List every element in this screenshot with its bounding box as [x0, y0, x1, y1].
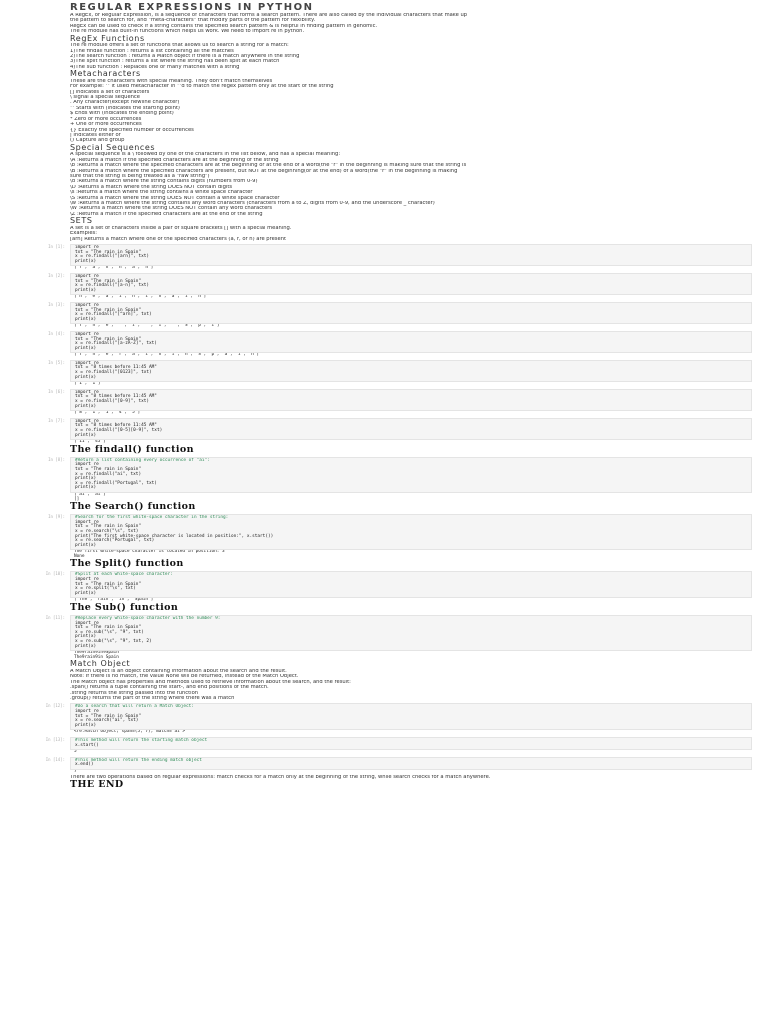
- intro-line: RegEx can be used to check if a string contains the specified search pattern & is helpful in finding pattern in genomic.: [70, 23, 378, 29]
- code-input[interactable]: [70, 389, 752, 411]
- cell-output: The first white-space character is located in position: 3 None: [74, 550, 225, 559]
- cell-prompt: In [4]:: [48, 330, 65, 336]
- special-line: \W :Returns a match where the string DOES NOT contain any word characters: [70, 206, 273, 212]
- special-line: \B :Returns a match where the specified characters are present, but NOT at the beginning(or at the end) of a word(the "r" in the beginning is making: [70, 168, 458, 174]
- code-input[interactable]: [70, 757, 752, 770]
- intro-line: The re module has built-in functions which helps us work. We need to import re in python.: [70, 29, 305, 35]
- code-line: import re: [75, 709, 99, 714]
- code-line: x = re.findall("[a-zA-Z]", txt): [75, 341, 157, 347]
- sets-line: Examples:: [70, 231, 97, 237]
- code-line: x = re.findall("[0123]", txt): [75, 370, 152, 376]
- code-line: import re: [75, 273, 99, 279]
- code-line: x = re.search("\s", txt): [75, 528, 139, 534]
- section-heading-metacharacters: Metacharacters: [70, 70, 141, 79]
- code-input[interactable]: [70, 615, 752, 651]
- section-heading-findall: The findall() function: [70, 444, 194, 455]
- code-line: x = re.search("ai", txt): [75, 718, 139, 724]
- section-heading-split: The Split() function: [70, 559, 184, 570]
- code-line: x.end(): [75, 762, 94, 768]
- meta-line: + One or more occurrences: [70, 122, 142, 128]
- code-cell[interactable]: [45, 736, 752, 755]
- cell-prompt: In [2]:: [48, 272, 65, 278]
- code-input[interactable]: [70, 302, 752, 324]
- code-line: #This method will return the ending match object: [75, 757, 202, 763]
- special-line: \s :Returns a match where the string contains a white space character: [70, 190, 253, 196]
- code-input[interactable]: [70, 737, 752, 750]
- code-line: txt = "8 times before 11:45 AM": [75, 365, 157, 371]
- code-line: print(x): [75, 634, 97, 640]
- code-cell[interactable]: [45, 615, 752, 660]
- code-line: print(x): [75, 476, 97, 482]
- cell-output: ['1', '1']: [74, 382, 101, 387]
- code-line: x = re.findall("[^arn]", txt): [75, 312, 152, 318]
- code-line: print(x): [75, 316, 97, 322]
- code-line: txt = "The rain in Spain": [75, 336, 142, 342]
- end-heading: THE END: [70, 779, 124, 790]
- special-line: \b :Returns a match where the specified characters are at the beginning or at the end of a word(the "r" in the beginning is making sure that the string is: [70, 163, 467, 169]
- special-line: \w :Returns a match where the string contains any word characters (characters from a to Z, digits from 0-9, and the underscore _ character): [70, 200, 435, 206]
- code-line: txt = "8 times before 11:45 AM": [75, 394, 157, 400]
- special-line: \d :Returns a match where the string contains digits (numbers from 0-9): [70, 179, 258, 185]
- meta-line: () Capture and group: [70, 138, 125, 144]
- code-line: x = re.findall("[a-n]", txt): [75, 283, 150, 289]
- code-line: print(x): [75, 258, 97, 264]
- set-cells: [0, 244, 768, 445]
- code-cell[interactable]: [48, 244, 752, 271]
- code-line: x = re.findall("Portugal", txt): [75, 480, 157, 486]
- code-line: x = re.search("Portugal", txt): [75, 538, 155, 544]
- meta-line: These are the characters with special meaning. They don't match themselves: [70, 78, 273, 84]
- search-vs-match-note: There are two operations based on regular expressions: match checks for a match only at the beginning of the string, while search checks for a match anywhere.: [70, 774, 491, 780]
- cell-output: ['11', '45']: [74, 440, 106, 445]
- functions-line: The re module offers a set of functions that allows us to search a string for a match:: [70, 43, 289, 49]
- code-line: #Split at each white-space character:: [75, 572, 173, 578]
- code-line: print(x): [75, 345, 97, 351]
- sub-cell: [0, 615, 768, 660]
- code-cell[interactable]: [45, 703, 752, 735]
- cell-prompt: In [14]:: [45, 756, 65, 762]
- code-line: txt = "The rain in Spain": [75, 249, 142, 255]
- code-line: #Do a search that will return a Match Object:: [75, 704, 194, 710]
- cell-output: ['8', '1', '1', '4', '5']: [74, 411, 141, 416]
- cell-prompt: In [11]:: [45, 615, 65, 621]
- code-cell[interactable]: [45, 571, 752, 603]
- section-heading-search: The Search() function: [70, 502, 196, 513]
- code-line: print("The first white-space character is located in position:", x.start()): [75, 533, 274, 539]
- code-line: print(x): [75, 374, 97, 380]
- code-line: x.start(): [75, 742, 99, 748]
- code-cell[interactable]: [45, 756, 752, 775]
- match-line: A Match Object is an object containing information about the search and the result.: [70, 668, 287, 674]
- code-line: import re: [75, 245, 99, 250]
- meta-line: ^ Starts with (indicates the starting point): [70, 105, 180, 111]
- match-line: .string returns the string passed into the function: [70, 690, 199, 696]
- code-line: print(x): [75, 590, 97, 596]
- split-cell: [0, 571, 768, 603]
- code-line: txt = "The rain in Spain": [75, 278, 142, 284]
- cell-prompt: In [6]:: [48, 388, 65, 394]
- cell-prompt: In [8]:: [48, 456, 65, 462]
- meta-line: $ Ends with (indicates the ending point): [70, 111, 174, 117]
- code-line: print(x): [75, 722, 97, 728]
- cell-output: 7: [74, 769, 77, 774]
- code-input[interactable]: [70, 331, 752, 353]
- code-cell[interactable]: [48, 359, 752, 387]
- code-cell[interactable]: [48, 417, 752, 445]
- section-heading-sets: SETS: [70, 217, 93, 226]
- code-line: txt = "The rain in Spain": [75, 625, 142, 631]
- cell-output: The9rain9in9Spain The9rain9in Spain: [74, 651, 119, 660]
- special-line: A special sequence is a \ followed by one of the characters in the list below, and has a special meaning:: [70, 152, 341, 158]
- code-line: txt = "The rain in Spain": [75, 307, 142, 313]
- code-line: print(x): [75, 432, 97, 438]
- page-title: REGULAR EXPRESSIONS IN PYTHON: [70, 2, 314, 13]
- cell-prompt: In [9]:: [48, 514, 65, 520]
- code-input[interactable]: [70, 273, 752, 295]
- special-line: sure that the string is being treated as a "raw string"): [70, 173, 210, 179]
- match-cells: [0, 703, 768, 774]
- functions-line: 1)The findall function : returns a list containing all the matches: [70, 48, 234, 54]
- functions-line: 3)The split function : returns a list where the string has been split at each match: [70, 59, 280, 65]
- sets-line: [arn] Returns a match where one of the specified characters (a, r, or n) are present: [70, 236, 287, 242]
- code-line: import re: [75, 620, 99, 626]
- code-line: x = re.findall("[0-5][0-9]", txt): [75, 428, 163, 433]
- section-heading-sub: The Sub() function: [70, 603, 179, 614]
- code-cell[interactable]: [48, 301, 752, 329]
- code-line: x = re.sub("\s", "9", txt): [75, 629, 144, 635]
- code-line: #Replace every white-space character with the number 9:: [75, 616, 221, 622]
- code-line: import re: [75, 331, 99, 337]
- meta-line: . Any character(except newline character): [70, 100, 180, 106]
- special-line: \S :Returns a match where the string DOES NOT contain a white space character: [70, 195, 280, 201]
- cell-output: <re.Match object; span=(5, 7), match='ai'>: [74, 730, 186, 735]
- code-line: x = re.split("\s", txt): [75, 586, 136, 592]
- notebook: [0, 2, 768, 790]
- code-line: import re: [75, 577, 99, 583]
- cell-output: ['T', 'h', 'e', 'r', 'a', 'i', 'n', 'i', 'n', 'S', 'p', 'a', 'i', 'n']: [74, 353, 260, 358]
- cell-output: 5: [74, 750, 77, 755]
- cell-prompt: In [12]:: [45, 703, 65, 709]
- code-line: txt = "The rain in Spain": [75, 524, 142, 530]
- search-cell: [0, 514, 768, 559]
- cell-output: ['r', 'a', 'n', 'n', 'a', 'n']: [74, 266, 154, 271]
- code-line: import re: [75, 302, 99, 308]
- code-cell[interactable]: [48, 330, 752, 358]
- code-line: print(x): [75, 542, 97, 548]
- code-line: x = re.findall("[0-9]", txt): [75, 399, 150, 405]
- code-line: print(x): [75, 287, 97, 293]
- cell-prompt: In [7]:: [48, 417, 65, 423]
- code-input[interactable]: [70, 571, 752, 598]
- code-line: #This method will return the starting match object: [75, 737, 208, 743]
- special-line: \A :Returns a match if the specified characters are at the beginning of the string: [70, 157, 279, 163]
- code-input[interactable]: [70, 514, 752, 550]
- special-line: \D :Returns a match where the string DOES NOT contain digits: [70, 184, 233, 190]
- intro-line: the pattern to search for, and "meta-characters" that modify parts of the pattern for flexibility.: [70, 18, 316, 24]
- code-line: import re: [75, 360, 99, 366]
- functions-line: 2)The search function : returns a Match object if there is a match anywhere in the string: [70, 54, 300, 60]
- findall-cell: [0, 457, 768, 502]
- code-line: print(x): [75, 403, 97, 409]
- match-line: .span() returns a tuple containing the start-, and end positions of the match.: [70, 685, 269, 691]
- code-line: print(x): [75, 485, 97, 491]
- code-cell[interactable]: [48, 514, 752, 559]
- meta-line: * Zero or more occurrences: [70, 116, 142, 122]
- code-line: txt = "The rain in Spain": [75, 713, 142, 719]
- code-line: x = re.findall("ai", txt): [75, 471, 142, 477]
- section-heading-functions: RegEx Functions: [70, 34, 145, 43]
- cell-output: ['h', 'e', 'a', 'i', 'n', 'i', 'n', 'a', 'i', 'n']: [74, 295, 207, 300]
- meta-line: [] indicates a set of characters: [70, 89, 150, 95]
- section-heading-match-object: Match Object: [70, 660, 131, 669]
- match-line: .group() returns the part of the string where there was a match: [70, 696, 235, 701]
- code-cell[interactable]: [48, 456, 752, 502]
- code-input[interactable]: [70, 418, 752, 440]
- special-line: \Z :Returns a match if the specified characters are at the end of the string: [70, 211, 263, 217]
- code-line: import re: [75, 418, 99, 424]
- cell-prompt: In [3]:: [48, 301, 65, 307]
- meta-line: \ signal a special sequence: [70, 95, 140, 101]
- code-line: import re: [75, 389, 99, 395]
- code-line: txt = "8 times before 11:45 AM": [75, 423, 157, 429]
- cell-prompt: In [13]:: [45, 736, 65, 742]
- code-line: txt = "The rain in Spain": [75, 581, 142, 587]
- code-line: txt = "The rain in Spain": [75, 466, 142, 472]
- match-line: The Match object has properties and methods used to retrieve information about the search, and the result:: [70, 679, 351, 685]
- code-line: print(x): [75, 643, 97, 649]
- intro-line: A RegEx, or Regular Expression, is a sequence of characters that forms a search pattern. There are also called by the individual characters that make up: [70, 13, 468, 18]
- cell-output: ['T', 'h', 'e', ' ', 'i', ' ', 'i', ' ', 'S', 'p', 'i']: [74, 324, 220, 329]
- code-input[interactable]: [70, 244, 752, 266]
- code-line: #Return a list containing every occurrence of "ai":: [75, 457, 210, 463]
- meta-line: {} Exactly the specified number of occurrences: [70, 127, 194, 133]
- cell-prompt: In [1]:: [48, 244, 65, 249]
- cell-prompt: In [5]:: [48, 359, 65, 365]
- code-line: import re: [75, 519, 99, 525]
- section-heading-special-sequences: Special Sequences: [70, 143, 156, 152]
- sets-line: A set is a set of characters inside a pair of square brackets [] with a special meaning.: [70, 225, 292, 231]
- cell-prompt: In [10]:: [45, 571, 65, 577]
- code-line: x = re.findall("[arn]", txt): [75, 254, 150, 260]
- code-input[interactable]: [70, 360, 752, 382]
- code-input[interactable]: [70, 703, 752, 730]
- functions-line: 4)The sub function : Replaces one or many matches with a string: [70, 64, 240, 70]
- code-line: x = re.sub("\s", "9", txt, 2): [75, 639, 152, 644]
- code-line: #Search for the first white-space character in the string:: [75, 515, 229, 521]
- cell-output: ['ai', 'ai'] []: [74, 492, 106, 502]
- match-line: Note: If there is no match, the value None will be returned, instead of the Match Object.: [70, 674, 299, 680]
- meta-line: For example: ^ it used metacharacter in ^d to match the regex pattern only at the start of the string: [70, 84, 334, 90]
- meta-line: | Indicates either or: [70, 132, 121, 138]
- code-cell[interactable]: [48, 388, 752, 416]
- cell-output: ['The', 'rain', 'in', 'Spain']: [74, 598, 154, 603]
- code-cell[interactable]: [48, 272, 752, 300]
- code-line: import re: [75, 462, 99, 468]
- code-input[interactable]: [70, 457, 752, 493]
